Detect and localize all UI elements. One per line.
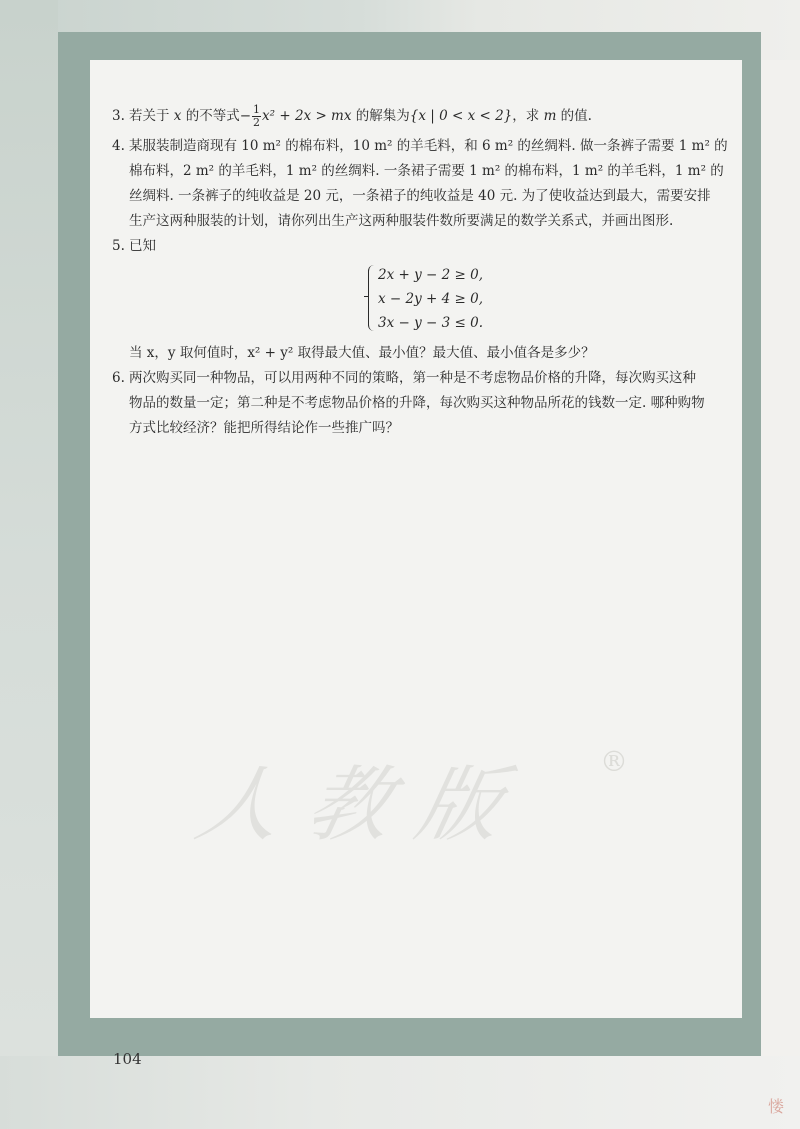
fraction-one-half: $\frac{1}{2}$ — [253, 103, 261, 129]
system-line: 2x + y − 2 ≥ 0, — [378, 267, 483, 283]
background-left-strip — [0, 0, 58, 1129]
problem-line: 方式比较经济？能把所得结论作一些推广吗？ — [129, 420, 399, 436]
problem-6 — [112, 366, 740, 441]
problem-number: 5. — [112, 238, 125, 254]
problem-line: 物品的数量一定；第二种是不考虑物品价格的升降，每次购买这种物品所花的钱数一定. 哪种购物 — [129, 395, 705, 411]
left-brace — [368, 265, 376, 331]
problem-line: 棉布料，2 m² 的羊毛料，1 m² 的丝绸料. 一条裙子需要 1 m² 的棉布料，1 m² 的羊毛料，1 m² 的 — [129, 163, 724, 179]
variable-x: x — [173, 108, 182, 124]
inequality-system — [368, 263, 740, 335]
problem-number: 4. — [112, 138, 125, 154]
page-number: 104 — [113, 1050, 142, 1068]
problem-line: 6. 两次购买同一种物品，可以用两种不同的策略，第一种是不考虑物品价格的升降，每次购买这种 — [112, 366, 740, 391]
problem-question: 当 x，y 取何值时，x² + y² 取得最大值、最小值？最大值、最小值各是多少？ — [129, 345, 595, 361]
registered-mark: ® — [600, 745, 628, 778]
problem-line: 丝绸料. 一条裤子的纯收益是 20 元，一条裙子的纯收益是 40 元. 为了使收益达到最大，需要安排 — [129, 188, 711, 204]
problem-number: 3. — [112, 108, 125, 124]
inequality-expression: x² + 2x > mx — [262, 108, 352, 124]
exercise-list — [112, 100, 740, 441]
problem-line: 生产这两种服装的计划，请你列出生产这两种服装件数所要满足的数学关系式，并画出图形. — [129, 213, 674, 229]
system-line: x − 2y + 4 ≥ 0, — [378, 291, 483, 307]
problem-line: 5. 已知 — [112, 234, 740, 259]
problem-4 — [112, 134, 740, 234]
system-line: 3x − y − 3 ≤ 0. — [378, 315, 483, 331]
problem-number: 6. — [112, 370, 125, 386]
problem-line: 4. 某服装制造商现有 10 m² 的棉布料，10 m² 的羊毛料，和 6 m² 的丝绸料. 做一条裤子需要 1 m² 的 — [112, 134, 740, 159]
variable-m: m — [543, 108, 557, 124]
problem-3: 3. 若关于 x 的不等式− $\frac{1}{2}$ x² + 2x > mx 的解集为{x | 0 < x < 2}，求 m 的值. — [112, 103, 592, 129]
problem-5 — [112, 234, 740, 366]
publisher-watermark: 人教版 — [188, 758, 539, 853]
solution-set: {x | 0 < x < 2} — [409, 108, 513, 124]
corner-stamp: 㥪 — [768, 1097, 785, 1116]
